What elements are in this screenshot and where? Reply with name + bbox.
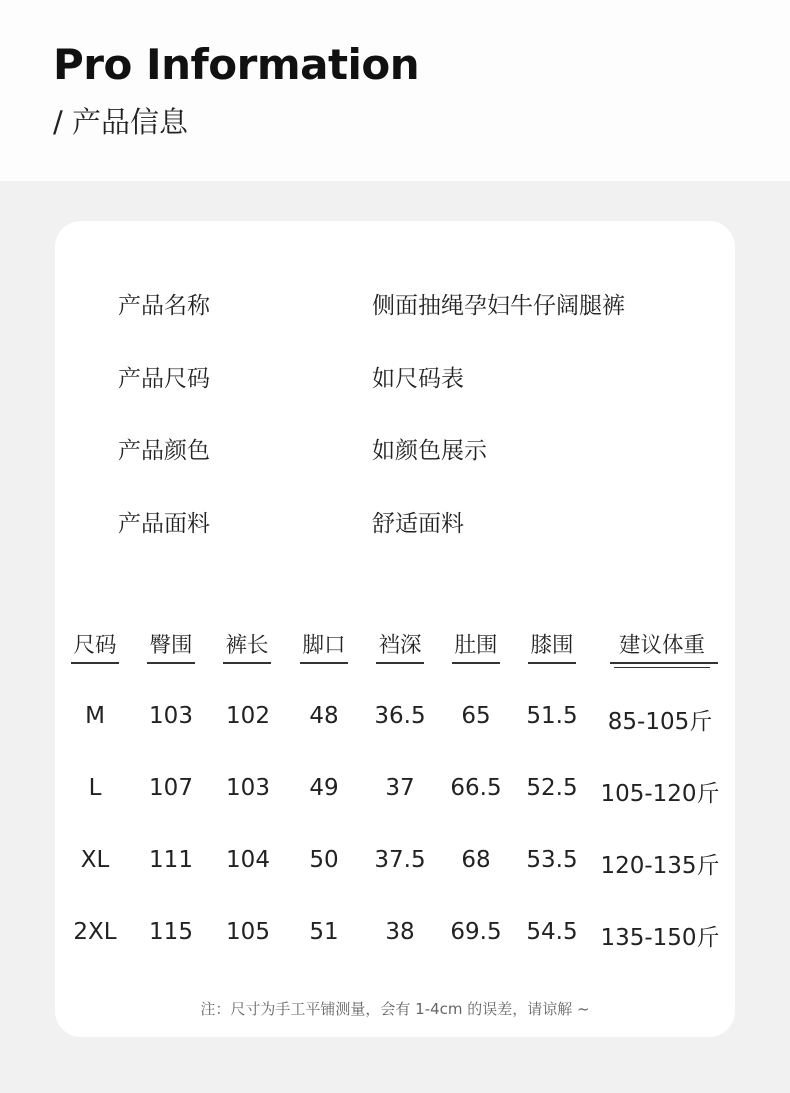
table-cell: 103 <box>226 775 270 801</box>
header-size: 尺码 <box>73 633 117 658</box>
table-cell: 69.5 <box>450 919 502 945</box>
info-value: 舒适面料 <box>372 511 464 537</box>
table-cell: 37.5 <box>374 847 426 873</box>
header-section <box>0 0 790 181</box>
table-cell: 85-105斤 <box>607 709 713 735</box>
header-length: 裤长 <box>225 633 269 658</box>
table-cell: 105 <box>226 919 270 945</box>
header-weight: 建议体重 <box>618 633 705 658</box>
info-row-fabric <box>0 505 790 541</box>
table-cell: 104 <box>226 847 270 873</box>
table-cell: 51 <box>309 919 339 945</box>
table-cell: 107 <box>149 775 193 801</box>
header-underline <box>376 662 424 664</box>
header-belly: 肚围 <box>454 633 498 658</box>
header-underline <box>610 662 718 664</box>
header-underline <box>452 662 500 664</box>
info-row-name <box>0 287 790 323</box>
header-underline <box>528 662 576 664</box>
header-underline <box>223 662 271 664</box>
info-label: 产品颜色 <box>118 438 210 464</box>
header-rise: 裆深 <box>378 633 422 658</box>
table-cell: 115 <box>149 919 193 945</box>
table-cell: 65 <box>461 703 491 729</box>
table-cell: 53.5 <box>526 847 578 873</box>
page-title: Pro Information <box>53 40 420 89</box>
table-cell: 48 <box>309 703 339 729</box>
table-cell: M <box>85 703 105 729</box>
table-cell: 38 <box>385 919 415 945</box>
info-value: 如尺码表 <box>372 366 464 392</box>
table-cell: 52.5 <box>526 775 578 801</box>
header-hem: 脚口 <box>302 633 346 658</box>
table-cell: 135-150斤 <box>600 925 720 951</box>
measurement-note: 注：尺寸为手工平铺测量，会有 1-4cm 的误差，请谅解 ~ <box>200 1000 590 1018</box>
info-value: 侧面抽绳孕妇牛仔阔腿裤 <box>372 293 625 319</box>
table-cell: 54.5 <box>526 919 578 945</box>
table-cell: 111 <box>149 847 193 873</box>
table-cell: 120-135斤 <box>600 853 720 879</box>
info-row-size <box>0 360 790 396</box>
table-cell: XL <box>80 847 110 873</box>
table-cell: 105-120斤 <box>600 781 720 807</box>
table-cell: 2XL <box>73 919 117 945</box>
info-label: 产品名称 <box>118 293 210 319</box>
info-label: 产品尺码 <box>118 366 210 392</box>
table-cell: 66.5 <box>450 775 502 801</box>
table-cell: 103 <box>149 703 193 729</box>
info-value: 如颜色展示 <box>372 438 487 464</box>
header-underline <box>300 662 348 664</box>
header-knee: 膝围 <box>530 633 574 658</box>
info-label: 产品面料 <box>118 511 210 537</box>
table-cell: 51.5 <box>526 703 578 729</box>
table-cell: 37 <box>385 775 415 801</box>
header-underline <box>614 667 710 668</box>
table-cell: 68 <box>461 847 491 873</box>
table-cell: 36.5 <box>374 703 426 729</box>
header-hip: 臀围 <box>149 633 193 658</box>
table-cell: L <box>88 775 102 801</box>
page-subtitle: / 产品信息 <box>53 105 188 139</box>
table-cell: 50 <box>309 847 339 873</box>
table-cell: 102 <box>226 703 270 729</box>
table-cell: 49 <box>309 775 339 801</box>
header-underline <box>71 662 119 664</box>
info-row-color <box>0 432 790 468</box>
header-underline <box>147 662 195 664</box>
